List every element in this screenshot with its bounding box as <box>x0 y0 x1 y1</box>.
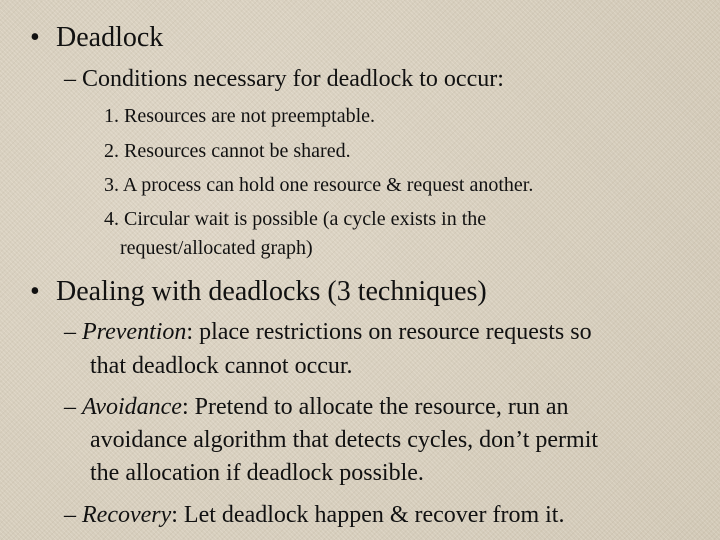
dash: – <box>64 394 76 420</box>
avoidance-line-1 <box>64 395 568 419</box>
technique-name: Avoidance <box>82 394 182 420</box>
condition-item-3: 3. A process can hold one resource & request another. <box>104 174 534 196</box>
condition-item-4-continued: request/allocated graph) <box>120 237 313 259</box>
technique-name: Prevention <box>82 319 187 345</box>
subheading-text: Conditions necessary for deadlock to occur: <box>82 66 504 92</box>
condition-item-2: 2. Resources cannot be shared. <box>104 140 351 162</box>
technique-name: Recovery <box>82 502 172 528</box>
prevention-line-2: that deadlock cannot occur. <box>90 353 353 379</box>
technique-desc: : Let deadlock happen & recover from it. <box>171 502 565 528</box>
bullet: • <box>30 276 40 307</box>
dash: – <box>64 319 76 345</box>
dealing-heading <box>30 278 487 306</box>
deadlock-heading <box>30 24 163 52</box>
dash: – <box>64 502 76 528</box>
recovery-line-1 <box>64 503 564 527</box>
bullet: • <box>30 22 40 53</box>
heading-text: Dealing with deadlocks (3 techniques) <box>56 276 487 307</box>
condition-item-4: 4. Circular wait is possible (a cycle exists in the <box>104 208 487 230</box>
prevention-line-1 <box>64 320 592 344</box>
avoidance-line-2: avoidance algorithm that detects cycles, don’t permit <box>90 427 599 453</box>
technique-desc: : place restrictions on resource requests so <box>186 319 592 345</box>
condition-item-1: 1. Resources are not preemptable. <box>104 105 376 127</box>
technique-desc: : Pretend to allocate the resource, run an <box>181 394 569 420</box>
avoidance-line-3: the allocation if deadlock possible. <box>90 460 424 486</box>
dash: – <box>64 66 76 92</box>
heading-text: Deadlock <box>56 22 164 53</box>
conditions-subheading <box>64 67 504 91</box>
